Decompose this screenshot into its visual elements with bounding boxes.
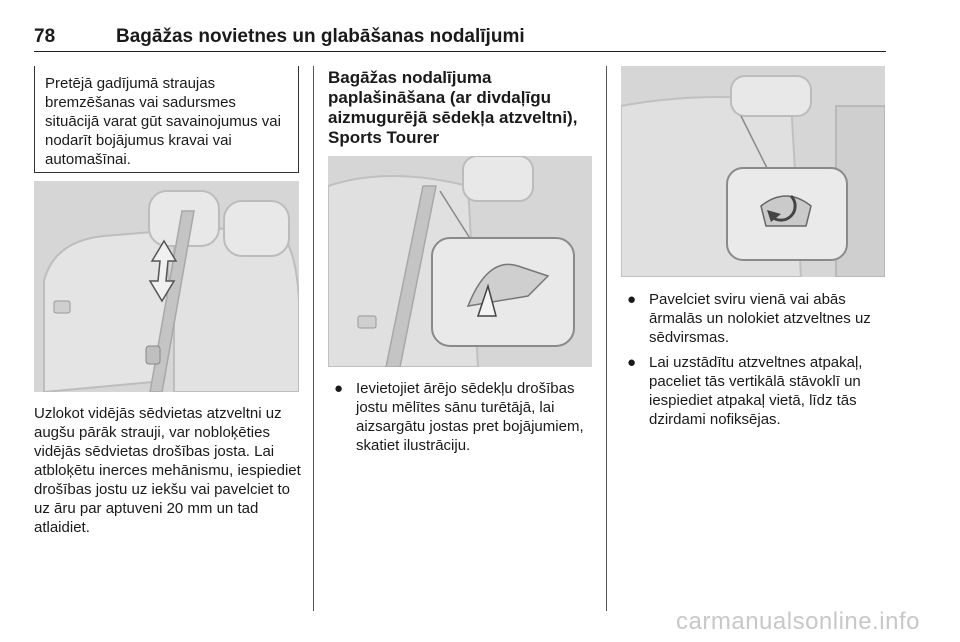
bullet-text: Lai uzstādītu atzveltnes atpakaļ, paceliet tās vertikālā stāvoklī un iespiediet atpakaļ vietā, līdz tās dzirdami nofiksējas. bbox=[649, 354, 863, 428]
seat-belt-holder-drawing bbox=[328, 156, 592, 367]
list-item bbox=[623, 353, 891, 429]
column-divider-right bbox=[606, 66, 607, 611]
rear-seat-belt-illustration bbox=[34, 181, 299, 392]
column3-bullet-list bbox=[623, 290, 891, 435]
column1-paragraph: Uzlokot vidējās sēdvietas atzveltni uz augšu pārāk strauji, var nobloķēties vidējās sēdvietas drošības josta. Lai atbloķētu inerces mehānismu, iespiediet drošības jostu uz iekšu vai pavelciet to uz āru par aptuveni 20 mm un tad atlaidiet. bbox=[34, 405, 301, 536]
seat-belt-holder-illustration bbox=[328, 156, 592, 367]
page-title: Bagāžas novietnes un glabāšanas nodalījumi bbox=[116, 26, 525, 47]
bullet-dot-icon: ● bbox=[627, 291, 637, 308]
section-title: Bagāžas nodalījuma paplašināšana (ar divdaļīgu aizmugurējā sēdekļa atzveltni), Sports Tourer bbox=[328, 68, 578, 147]
bullet-text: Ievietojiet ārējo sēdekļu drošības jostu mēlītes sānu turētājā, lai aizsargātu jostas pret bojājumiem, skatiet ilustrāciju. bbox=[356, 380, 584, 454]
page-header bbox=[34, 26, 886, 52]
bullet-text: Pavelciet sviru vienā vai abās ārmalās un nolokiet atzveltnes uz sēdvirsmas. bbox=[649, 291, 871, 346]
seatback-lever-illustration bbox=[621, 66, 885, 277]
bullet-dot-icon: ● bbox=[627, 354, 637, 371]
list-item bbox=[623, 290, 891, 347]
list-item bbox=[330, 379, 598, 455]
column2-bullet-list bbox=[330, 379, 598, 461]
column-divider-left bbox=[313, 66, 314, 611]
bullet-dot-icon: ● bbox=[334, 380, 344, 397]
seatback-lever-drawing bbox=[621, 66, 885, 277]
warning-text: Pretējā gadījumā straujas bremzēšanas vai sadursmes situācijā varat gūt savainojumus vai nodarīt bojājumus kravai vai automašīnai. bbox=[45, 75, 281, 168]
warning-box bbox=[34, 66, 299, 173]
page-number: 78 bbox=[34, 26, 56, 47]
rear-seat-belt-drawing bbox=[34, 181, 299, 392]
watermark: carmanualsonline.info bbox=[676, 608, 920, 635]
